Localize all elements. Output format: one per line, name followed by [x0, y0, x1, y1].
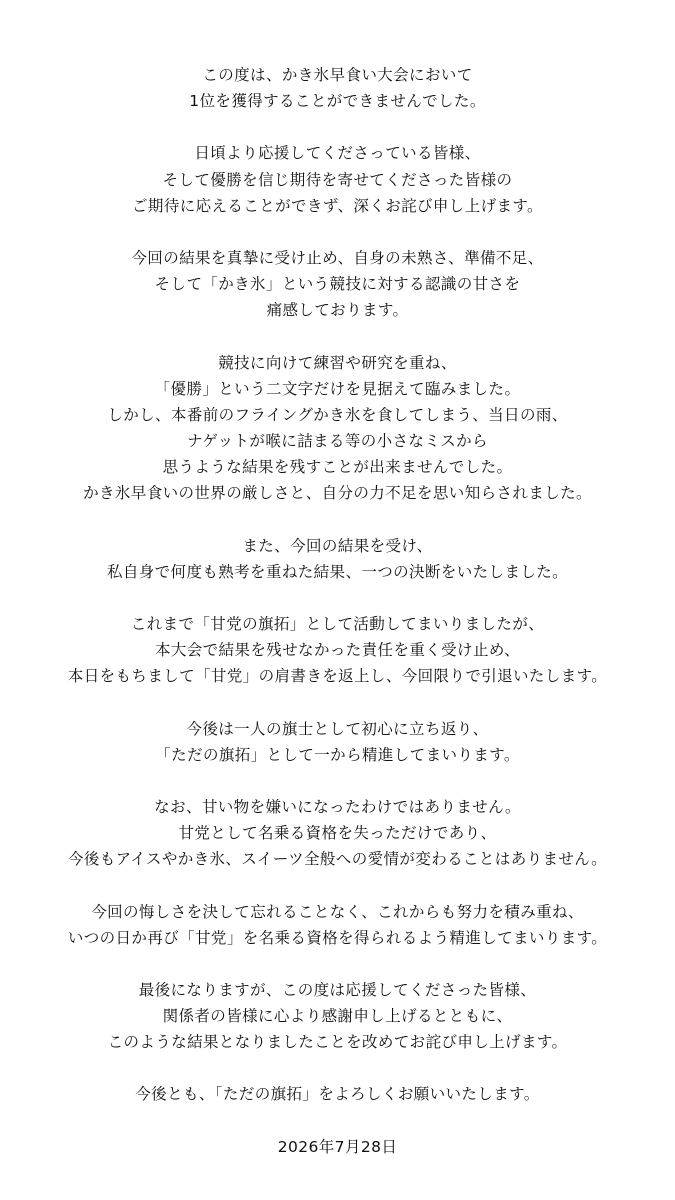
text-line: 本大会で結果を残せなかった責任を重く受け止め、 — [154, 641, 521, 660]
text-line: 私自身で何度も熟考を重ねた結果、一つの決断をいたしました。 — [106, 562, 569, 581]
text-line: 思うような結果を残すことが出来ませんでした。 — [162, 458, 513, 477]
text-line: 本日をもちまして「甘党」の肩書きを返上し、今回限りで引退いたします。 — [67, 667, 608, 686]
statement-document — [0, 62, 675, 1160]
text-line: 関係者の皆様に心より感謝申し上げるとともに、 — [162, 1007, 513, 1026]
text-line: 1位を獲得することができませんでした。 — [189, 92, 486, 111]
text-line: 「優勝」という二文字だけを見据えて臨みました。 — [154, 379, 521, 398]
paragraph-10 — [0, 977, 675, 1056]
text-line: この度は、かき氷早食い大会において — [202, 66, 473, 84]
text-line: これまで「甘党の旗拓」として活動してまいりましたが、 — [130, 615, 545, 633]
paragraph-5 — [0, 533, 675, 585]
text-line: ナゲットが喉に詰まる等の小さなミスから — [187, 432, 488, 451]
text-line: 痛感しております。 — [266, 301, 409, 320]
paragraph-6 — [0, 611, 675, 690]
text-line: 今回の結果を真摯に受け止め、自身の未熟さ、準備不足、 — [131, 248, 544, 267]
statement-date: 2026年7月28日 — [277, 1137, 398, 1156]
text-line: しかし、本番前のフライングかき氷を食してしまう、当日の雨、 — [107, 405, 568, 424]
text-line: 今後もアイスやかき氷、スイーツ全般への愛情が変わることはありません。 — [67, 850, 608, 869]
paragraph-2 — [0, 140, 675, 219]
text-line: なお、甘い物を嫌いになったわけではありません。 — [154, 797, 521, 816]
paragraph-3 — [0, 245, 675, 324]
text-line: このような結果となりましたことを改めてお詫び申し上げます。 — [107, 1033, 568, 1052]
paragraph-11 — [0, 1081, 675, 1107]
paragraph-4 — [0, 350, 675, 507]
paragraph-9 — [0, 899, 675, 951]
text-line: ご期待に応えることができず、深くお詫び申し上げます。 — [132, 196, 543, 215]
text-line: 今後とも、「ただの旗拓」をよろしくお願いいたします。 — [135, 1085, 540, 1104]
text-line: 今後は一人の旗士として初心に立ち返り、 — [186, 719, 489, 738]
paragraph-1 — [0, 62, 675, 114]
text-line: かき氷早食いの世界の厳しさと、自分の力不足を思い知らされました。 — [83, 484, 592, 503]
text-line: 競技に向けて練習や研究を重ね、 — [218, 353, 457, 372]
text-line: 甘党として名乗る資格を失っただけであり、 — [178, 824, 497, 843]
text-line: 今回の悔しさを決して忘れることなく、これからも努力を積み重ね、 — [91, 902, 584, 921]
text-line: そして優勝を信じ期待を寄せてくださった皆様の — [162, 170, 513, 189]
text-line: 「ただの旗拓」として一から精進してまいります。 — [155, 745, 520, 764]
text-line: いつの日か再び「甘党」を名乗る資格を得られるよう精進してまいります。 — [67, 928, 608, 947]
text-line: そして「かき氷」という競技に対する認識の甘さを — [154, 275, 521, 294]
paragraph-7 — [0, 716, 675, 768]
text-line: 最後になりますが、この度は応援してくださった皆様、 — [138, 980, 537, 999]
paragraph-8 — [0, 794, 675, 873]
text-line: 日頃より応援してくださっている皆様、 — [194, 144, 481, 163]
text-line: また、今回の結果を受け、 — [242, 536, 433, 555]
